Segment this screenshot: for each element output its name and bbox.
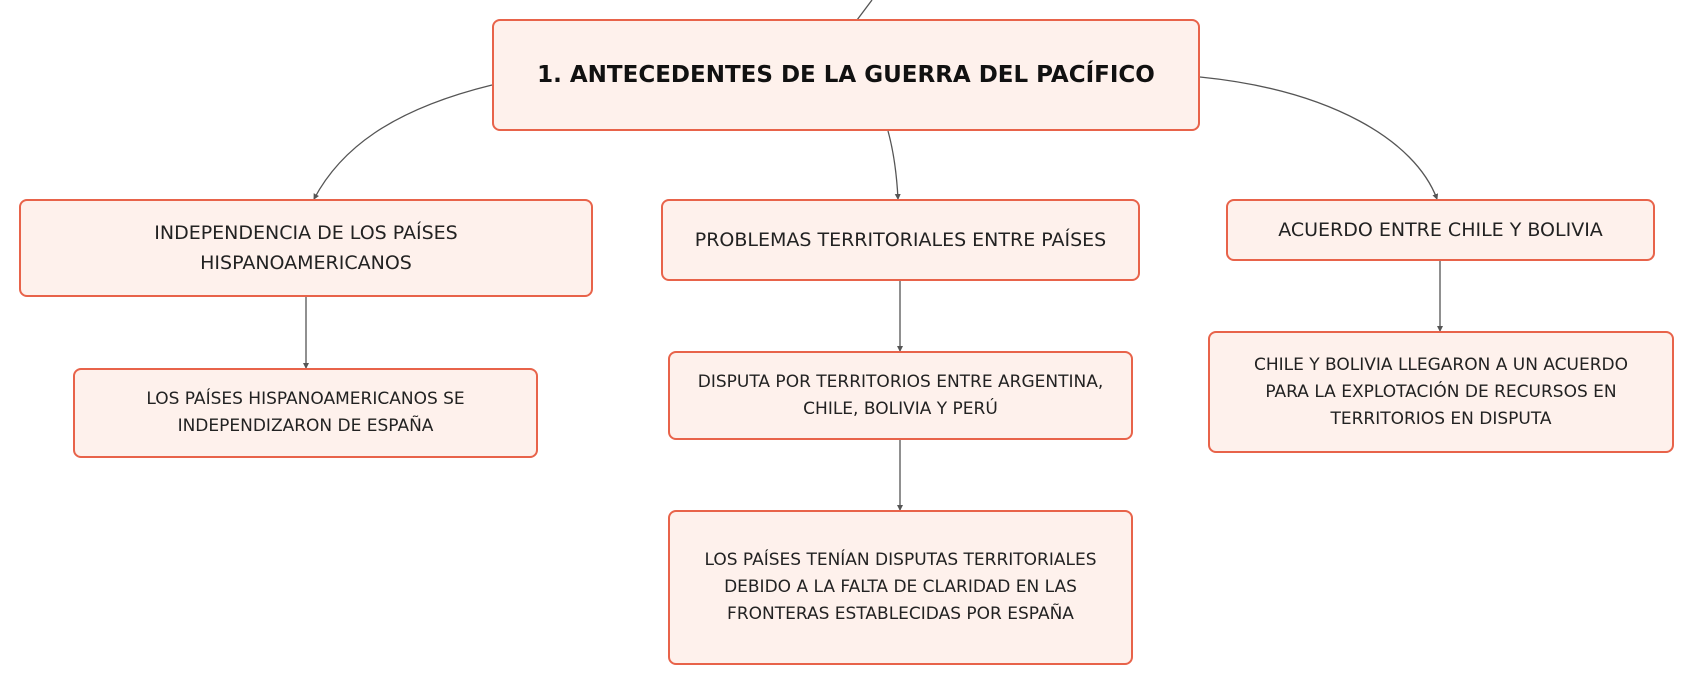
topic-acuerdo-chile-bolivia-label: ACUERDO ENTRE CHILE Y BOLIVIA (1278, 219, 1603, 241)
subtopic-disputa-territorios-label: DISPUTA POR TERRITORIOS ENTRE ARGENTINA, CHILE, BOLIVIA Y PERÚ (697, 371, 1104, 419)
topic-problemas-territoriales-label: PROBLEMAS TERRITORIALES ENTRE PAÍSES (694, 229, 1107, 251)
topic-acuerdo-chile-bolivia[interactable] (1226, 199, 1655, 261)
topic-independencia[interactable] (19, 199, 593, 297)
connector-root-to-acuerdo (1200, 77, 1437, 199)
subtopic-disputa-territorios[interactable] (668, 351, 1133, 440)
connector-from-parent (857, 0, 872, 20)
topic-independencia-label: INDEPENDENCIA DE LOS PAÍSES HISPANOAMERICANOS (154, 222, 458, 274)
connector-root-to-problemas (888, 131, 898, 199)
connector-root-to-independencia (314, 85, 492, 199)
subtopic-falta-claridad-fronteras-label: LOS PAÍSES TENÍAN DISPUTAS TERRITORIALES DEBIDO A LA FALTA DE CLARIDAD EN LAS FRONTERAS ESTABLECIDAS POR ESPAÑA (704, 550, 1097, 624)
subtopic-acuerdo-explotacion[interactable] (1208, 331, 1674, 453)
subtopic-falta-claridad-fronteras[interactable] (668, 510, 1133, 665)
topic-problemas-territoriales[interactable] (661, 199, 1140, 281)
subtopic-acuerdo-explotacion-label: CHILE Y BOLIVIA LLEGARON A UN ACUERDO PARA LA EXPLOTACIÓN DE RECURSOS EN TERRITORIOS EN DISPUTA (1253, 354, 1629, 429)
subtopic-independizaron-label: LOS PAÍSES HISPANOAMERICANOS SE INDEPENDIZARON DE ESPAÑA (146, 389, 465, 436)
root-topic-label: 1. ANTECEDENTES DE LA GUERRA DEL PACÍFICO (537, 62, 1155, 88)
root-topic-node[interactable] (492, 19, 1200, 131)
subtopic-independizaron[interactable] (73, 368, 538, 458)
